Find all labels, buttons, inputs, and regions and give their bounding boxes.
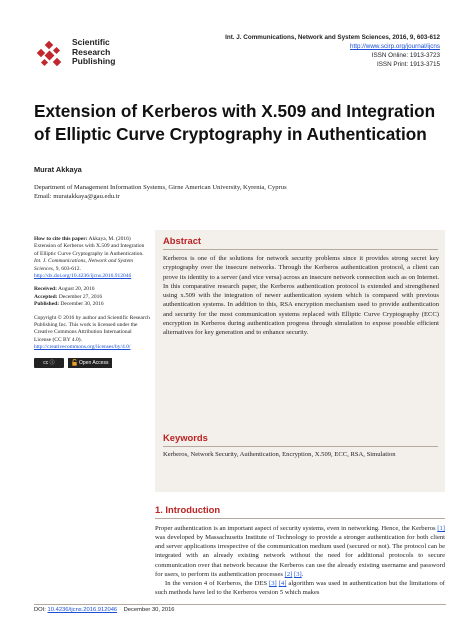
reference-link[interactable]: [2] — [284, 570, 293, 578]
reference-link[interactable]: [1] — [437, 525, 445, 532]
abstract-divider — [163, 249, 438, 250]
keywords-heading: Keywords — [163, 432, 208, 443]
journal-url-link[interactable]: http://www.scirp.org/journal/ijcns — [350, 43, 440, 50]
introduction-text — [155, 524, 445, 597]
abstract-text: Kerberos is one of the solutions for network security problems since it provides strong secret key cryptography over the insecure networks. Through the Kerberos authentication protocol, a client can prove its identity to a server (and vice versa) across an insecure network connection such as on Internet. In this comparative research paper, the Kerberos authentication protocol is extended and strengthened using x.509 with the integration of newer authentication system which is compared with previous authentication systems. In addition to this, RSA encryption mechanism used to provide authentication and security for the most communication systems replaced with Elliptic Curve Cryptography (ECC) encryption in Kerberos during authentication progress through simulation to expose possible efficient alternatives for key generation and to enhance security. — [163, 255, 439, 336]
introduction-divider — [155, 518, 445, 519]
open-access-badge: Open Access — [68, 358, 112, 368]
intro-paragraph: In the version 4 of Kerberos, the DES [3] [4] algorithm was used in authentication but the limitations of such methods have led to the Kerberos version 5 which makes — [155, 579, 445, 597]
article-sidebar — [34, 236, 150, 368]
abstract-heading: Abstract — [163, 235, 202, 246]
issn-print: ISSN Print: 1913-3715 — [376, 61, 440, 68]
keywords-text: Kerberos, Network Security, Authentication, Encryption, X.509, ECC, RSA, Simulation — [163, 451, 396, 458]
author-email: Email: muratakkaya@gau.edu.tr — [34, 193, 120, 201]
reference-link[interactable]: [4] — [278, 579, 287, 587]
intro-paragraph: Proper authentication is an important aspect of security systems, even in networking. Hence, the Kerberos [1] was developed by Massachusetts Institute of Technology to provide a stronger authentication for both client and server applications irrespective of the communication medium used (secured or not). The protocol can be integrated with an already existing network without the need for additional protocols to secure communication over that network because the Kerberos can use the already existing username and password for users, to perform its authentication processes [2] [3]. — [155, 525, 445, 578]
paper-title: Extension of Kerberos with X.509 and Integration of Elliptic Curve Cryptography in Authentication — [34, 101, 436, 144]
author-affiliation — [34, 183, 434, 202]
publisher-name: Scientific Research Publishing — [72, 37, 116, 66]
open-lock-icon — [72, 359, 77, 366]
copyright-block: Copyright © 2016 by author and Scientific Research Publishing Inc. This work is licensed under the Creative Commons Attribution International License (CC BY 4.0). http://creativecommons.org/licenses/by/4.0/ — [34, 314, 150, 351]
issn-online: ISSN Online: 1913-3723 — [371, 52, 440, 59]
dates-block: Received: August 20, 2016 Accepted: December 27, 2016 Published: December 30, 2016 — [34, 286, 104, 308]
publisher-logo-icon — [34, 38, 68, 72]
reference-link[interactable]: [3] — [269, 579, 277, 587]
reference-link[interactable]: [3] — [294, 570, 302, 578]
citation-block: How to cite this paper: Akkaya, M. (2016) Extension of Kerberos with X.509 and Integration of Elliptic Curve Cryptography in Authentication. Int. J. Communications, Network and System Sciences, 9, 603-612. http://dx.doi.org/10.4236/ijcns.2016.912046 — [34, 236, 145, 280]
journal-info — [225, 33, 440, 69]
footer-date: December 30, 2016 — [123, 607, 175, 613]
footer-doi-link[interactable]: 10.4236/ijcns.2016.912046 — [47, 607, 118, 613]
keywords-divider — [163, 446, 438, 447]
author-name: Murat Akkaya — [34, 165, 82, 174]
cc-by-badge[interactable]: cc ⓘ — [34, 358, 64, 368]
affiliation-text: Department of Management Information Systems, Girne American University, Kyrenia, Cyprus — [34, 184, 287, 191]
license-badges — [34, 358, 150, 368]
license-link[interactable]: http://creativecommons.org/licenses/by/4.0/ — [34, 344, 131, 351]
footer-divider — [34, 604, 446, 605]
journal-citation: Int. J. Communications, Network and System Sciences, 2016, 9, 603-612 — [225, 34, 440, 41]
introduction-heading: 1. Introduction — [155, 504, 221, 515]
page-footer: DOI: 10.4236/ijcns.2016.912046 December 30, 2016 — [34, 607, 175, 613]
citation-doi-link[interactable]: http://dx.doi.org/10.4236/ijcns.2016.912046 — [34, 273, 132, 280]
